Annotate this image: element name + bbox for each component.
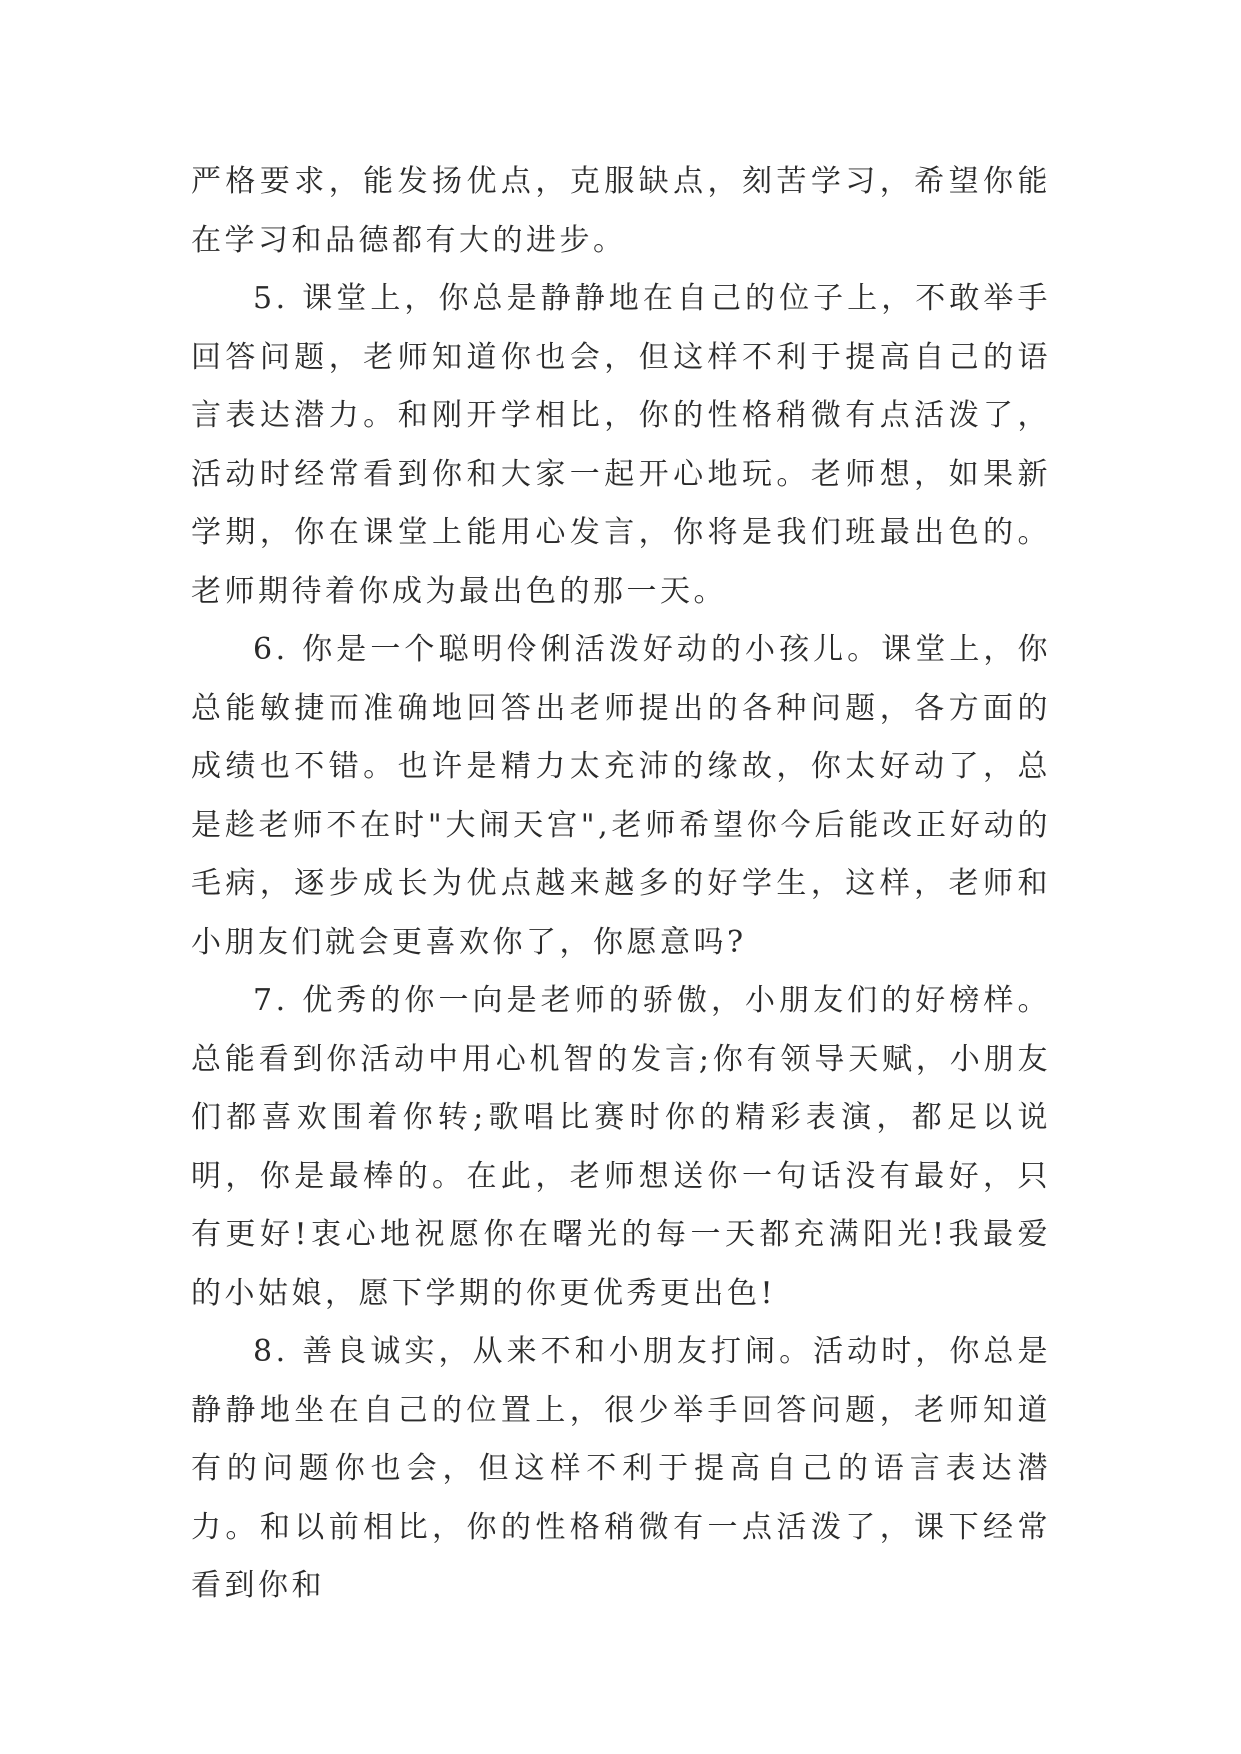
paragraph-item-6: 6. 你是一个聪明伶俐活泼好动的小孩儿。课堂上，你总能敏捷而准确地回答出老师提出的各种问题，各方面的成绩也不错。也许是精力太充沛的缘故，你太好动了，总是趁老师不在时"大闹天宫",老师希望你今后能改正好动的毛病，逐步成长为优点越来越多的好学生，这样，老师和小朋友们就会更喜欢你了，你愿意吗? (191, 632, 1051, 960)
paragraph-item-5: 5. 课堂上，你总是静静地在自己的位子上，不敢举手回答问题，老师知道你也会，但这样不利于提高自己的语言表达潜力。和刚开学相比，你的性格稍微有点活泼了，活动时经常看到你和大家一起开心地玩。老师想，如果新学期，你在课堂上能用心发言，你将是我们班最出色的。老师期待着你成为最出色的那一天。 (191, 281, 1051, 609)
paragraph-item-8: 8. 善良诚实，从来不和小朋友打闹。活动时，你总是静静地坐在自己的位置上，很少举手回答问题，老师知道有的问题你也会，但这样不利于提高自己的语言表达潜力。和以前相比，你的性格稍微有一点活泼了，课下经常看到你和 (191, 1334, 1051, 1603)
paragraph-item-7: 7. 优秀的你一向是老师的骄傲，小朋友们的好榜样。总能看到你活动中用心机智的发言;你有领导天赋，小朋友们都喜欢围着你转;歌唱比赛时你的精彩表演，都足以说明，你是最棒的。在此，老师想送你一句话没有最好，只有更好!衷心地祝愿你在曙光的每一天都充满阳光!我最爱的小姑娘，愿下学期的你更优秀更出色! (191, 983, 1051, 1311)
document-body (191, 153, 1051, 1616)
paragraph-continuation: 严格要求，能发扬优点，克服缺点，刻苦学习，希望你能在学习和品德都有大的进步。 (191, 164, 1051, 258)
